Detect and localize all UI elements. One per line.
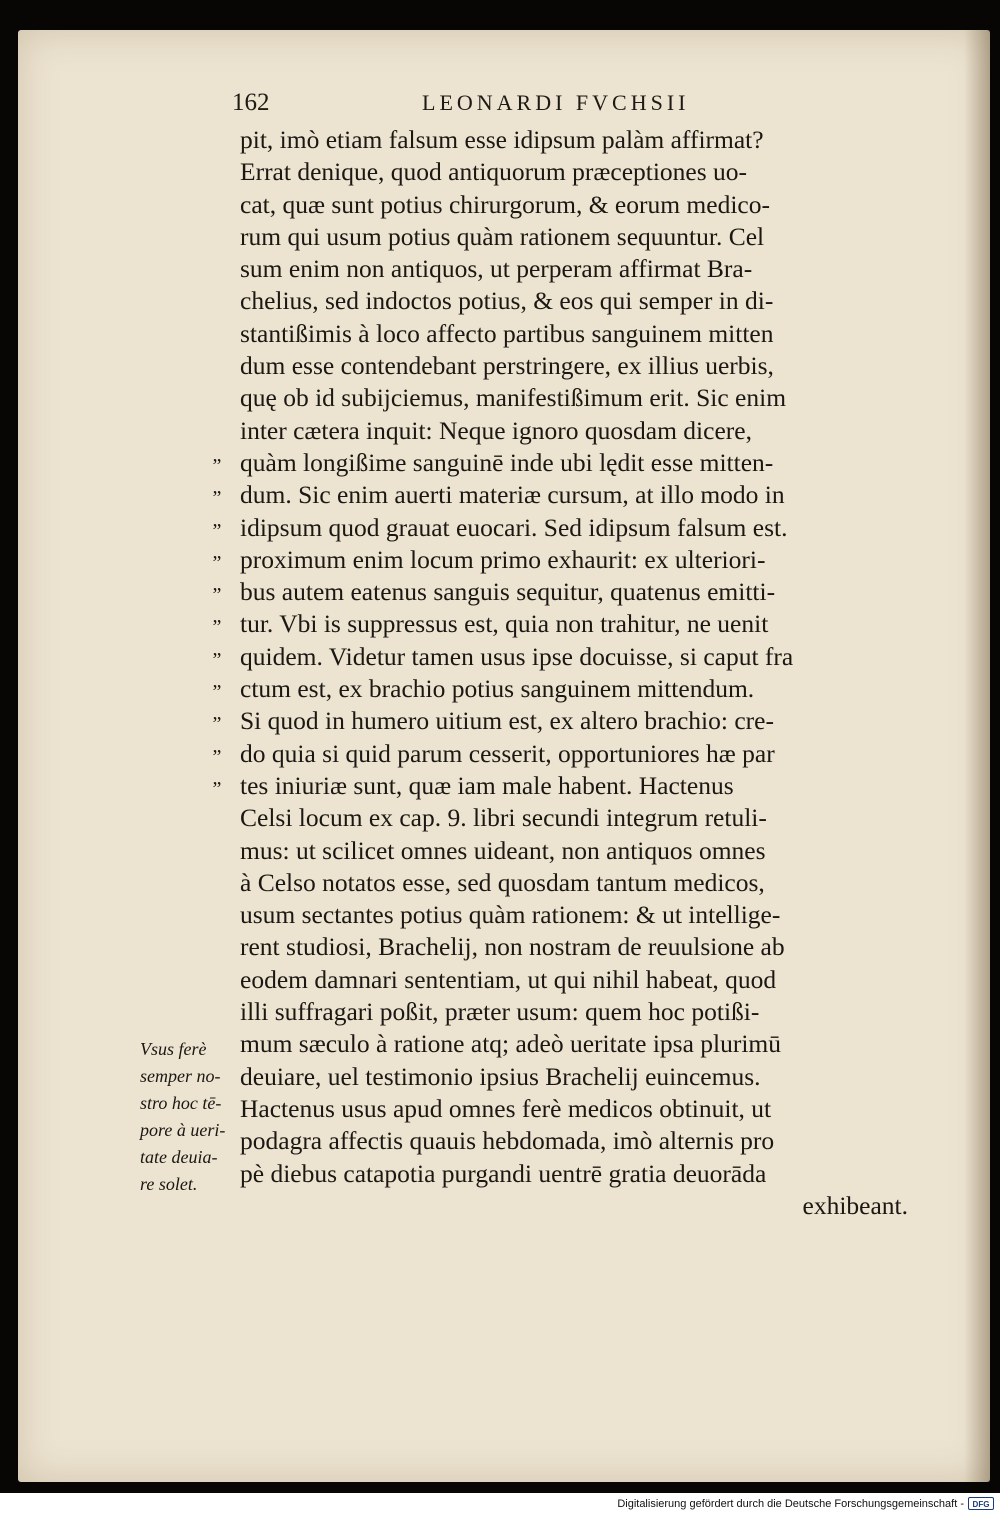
text-line: dum. Sic enim auerti materiæ cursum, at illo modo in — [240, 480, 785, 510]
text-line: dum esse contendebant perstringere, ex illius uerbis, — [240, 351, 774, 381]
catchword: exhibeant. — [802, 1190, 908, 1220]
text-line: eodem damnari sententiam, ut qui nihil habeat, quod — [240, 964, 777, 994]
page-number: 162 — [232, 89, 270, 116]
text-line: proximum enim locum primo exhaurit: ex ulteriori- — [240, 544, 766, 574]
text-line: ctum est, ex brachio potius sanguinem mittendum. — [240, 674, 755, 704]
running-title: LEONARDI FVCHSII — [422, 90, 690, 115]
running-head — [232, 88, 852, 118]
quote-mark: ” — [212, 551, 222, 574]
text-line: deuiare, uel testimonio ipsius Brachelij euincemus. — [240, 1061, 761, 1091]
quote-mark: ” — [212, 681, 222, 704]
text-line: usum sectantes potius quàm rationem: & ut intellige- — [240, 900, 781, 930]
text-line: Si quod in humero uitium est, ex altero brachio: cre- — [240, 706, 774, 736]
text-line: mum sæculo à ratione atq; adeò ueritate ipsa plurimū — [240, 1029, 782, 1059]
text-line: inter cætera inquit: Neque ignoro quosdam dicere, — [240, 415, 752, 445]
text-line: rum qui usum potius quàm rationem sequuntur. Cel — [240, 221, 765, 251]
page-gutter-shadow — [964, 30, 990, 1482]
text-line: tur. Vbi is suppressus est, quia non trahitur, ne uenit — [240, 609, 769, 639]
quote-mark: ” — [212, 455, 222, 477]
quote-mark: ” — [212, 713, 222, 736]
quote-mark: ” — [212, 519, 222, 542]
text-line: stantißimis à loco affecto partibus sanguinem mitten — [240, 318, 774, 348]
dfg-logo-icon: DFG — [968, 1497, 994, 1510]
text-line: Hactenus usus apud omnes ferè medicos obtinuit, ut — [240, 1093, 772, 1123]
text-line: quę ob id subijciemus, manifestißimum erit. Sic enim — [240, 383, 787, 413]
marginal-note-line: tate deuia- — [140, 1147, 218, 1167]
marginal-note-line: semper no- — [140, 1066, 221, 1086]
text-line: chelius, sed indoctos potius, & eos qui semper in di- — [240, 286, 774, 316]
marginal-note-line: Vsus ferè — [140, 1039, 207, 1059]
text-line: quidem. Videtur tamen usus ipse docuisse, si caput fra — [240, 641, 794, 671]
marginal-note — [140, 1036, 236, 1198]
text-line: à Celso notatos esse, sed quosdam tantum medicos, — [240, 867, 765, 897]
quote-mark: ” — [212, 616, 222, 639]
text-line: rent studiosi, Brachelij, non nostram de reuulsione ab — [240, 932, 785, 962]
main-text-block — [240, 124, 908, 1222]
text-line: quàm longißime sanguinē inde ubi lędit esse mitten- — [240, 447, 774, 477]
text-line: Celsi locum ex cap. 9. libri secundi integrum retuli- — [240, 803, 767, 833]
quote-mark: ” — [212, 487, 222, 510]
text-line: idipsum quod grauat euocari. Sed idipsum falsum est. — [240, 512, 788, 542]
text-line: cat, quæ sunt potius chirurgorum, & eorum medico- — [240, 189, 770, 219]
marginal-note-line: re solet. — [140, 1174, 198, 1194]
quotation-marks-column — [204, 448, 230, 803]
text-line: pè diebus catapotia purgandi uentrē gratia deuorāda — [240, 1158, 767, 1188]
quote-mark: ” — [212, 648, 222, 671]
text-line: do quia si quid parum cesserit, opportuniores hæ par — [240, 738, 775, 768]
text-line: Errat denique, quod antiquorum præceptiones uo- — [240, 157, 748, 187]
text-line: pit, imò etiam falsum esse idipsum palàm affirmat? — [240, 125, 764, 154]
footer-bar — [0, 1493, 1000, 1515]
text-line: mus: ut scilicet omnes uideant, non antiquos omnes — [240, 835, 766, 865]
funding-credit: Digitalisierung gefördert durch die Deutsche Forschungsgemeinschaft - — [617, 1498, 964, 1510]
quote-mark: ” — [212, 584, 222, 607]
quote-mark: ” — [212, 777, 222, 800]
text-line: podagra affectis quauis hebdomada, imò alternis pro — [240, 1126, 775, 1156]
text-line: bus autem eatenus sanguis sequitur, quatenus emitti- — [240, 577, 776, 607]
marginal-note-line: pore à ueri- — [140, 1120, 226, 1140]
quote-mark: ” — [212, 745, 222, 768]
text-line: sum enim non antiquos, ut perperam affirmat Bra- — [240, 254, 753, 284]
marginal-note-line: stro hoc tē- — [140, 1093, 222, 1113]
text-line: illi suffragari poßit, præter usum: quem hoc potißi- — [240, 997, 760, 1027]
text-line: tes iniuriæ sunt, quæ iam male habent. Hactenus — [240, 770, 734, 800]
